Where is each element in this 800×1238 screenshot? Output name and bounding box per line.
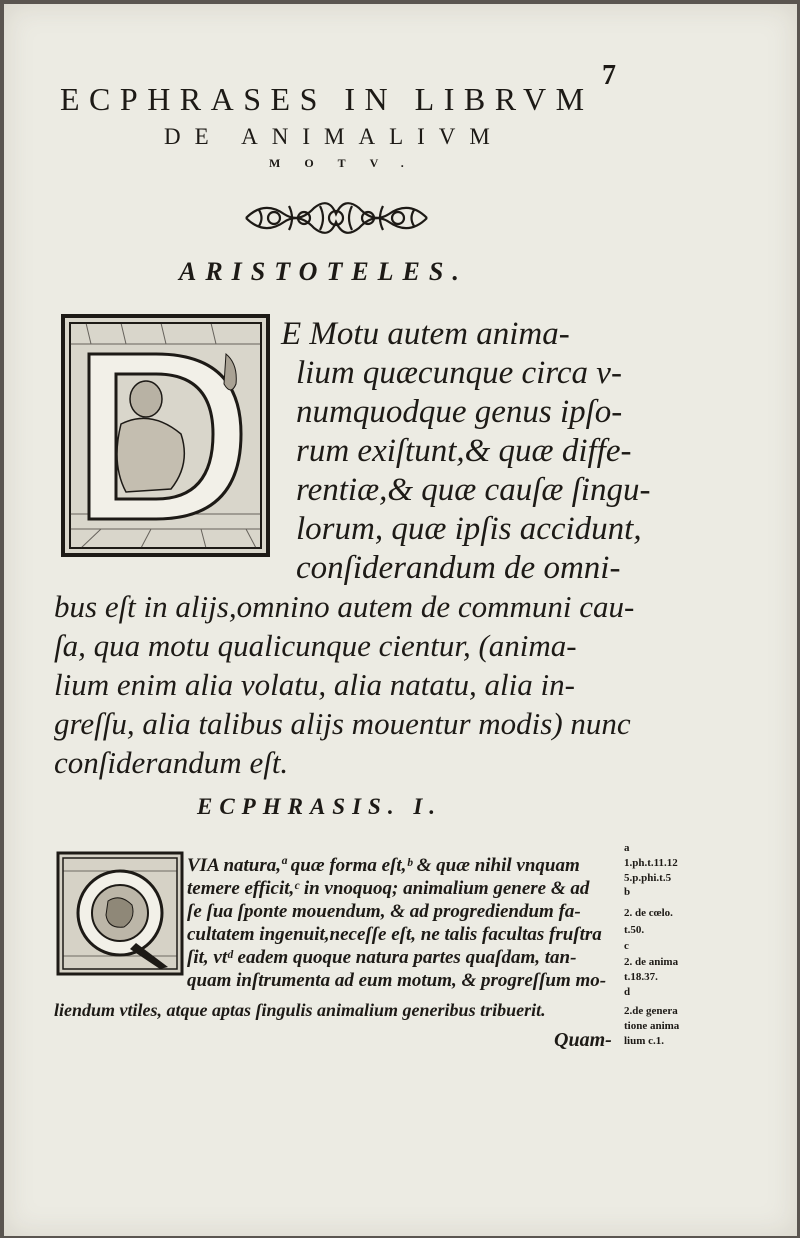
text-line: E Motu autem anima- xyxy=(281,316,570,352)
marginal-note: t.50. xyxy=(624,924,645,936)
text-line: lium quæcunque circa v- xyxy=(296,355,622,391)
text-line: ſe ſua ſponte mouendum, & ad progrediendum fa- xyxy=(187,901,581,922)
text-line: temere efficit,ᶜ in vnoquoq; animalium genere & ad xyxy=(187,878,590,899)
text-line: rentiæ,& quæ cauſæ ſingu- xyxy=(296,472,651,508)
marginal-note: a xyxy=(624,842,630,854)
text-line: rum exiſtunt,& quæ diffe- xyxy=(296,433,632,469)
marginal-note: 5.p.phi.t.5 xyxy=(624,872,672,884)
text-line: greſſu, alia talibus aliјs mouentur modis) nunc xyxy=(54,706,631,741)
text-line: VIA natura,ª quæ forma eſt,ᵇ & quæ nihil vnquam xyxy=(187,855,580,876)
catchword: Quam- xyxy=(554,1029,612,1051)
text-line: quam inſtrumenta ad eum motum, & progreſſum mo- xyxy=(187,970,607,991)
woodcut-initial-d xyxy=(61,314,270,557)
title-line-1: ECPHRASES IN LIBRVM xyxy=(60,81,594,117)
text-line: ſa, qua motu qualicunque cientur, (anima- xyxy=(54,628,577,663)
text-line: conſiderandum eſt. xyxy=(54,745,289,780)
text-line: ſit, vtᵈ eadem quoque natura partes quaſdam, tan- xyxy=(187,947,577,968)
text-line: bus eſt in aliјs,omnino autem de communi cau- xyxy=(54,589,635,624)
author-heading: ARISTOTELES. xyxy=(179,257,468,286)
marginal-note: 2.de genera xyxy=(624,1005,678,1017)
marginal-note: 2. de cœlo. xyxy=(624,907,673,919)
ecphrasis-heading: ECPHRASIS. I. xyxy=(197,794,443,819)
marginal-note: t.18.37. xyxy=(624,971,658,983)
marginal-note: c xyxy=(624,940,629,952)
title-line-2: DE ANIMALIVM xyxy=(164,124,504,149)
marginal-note: 1.ph.t.11.12 xyxy=(624,857,678,869)
marginal-note: lium c.1. xyxy=(624,1035,665,1047)
title-line-3: MOTV. xyxy=(269,156,428,170)
text-line: lorum, quæ ipſis accidunt, xyxy=(296,511,642,547)
woodcut-initial-q xyxy=(56,851,184,976)
book-page xyxy=(4,4,797,1236)
page-number: 7 xyxy=(602,60,616,91)
fleuron-ornament xyxy=(244,194,429,242)
text-line: cultatem ingenuit,neceſſe eſt, ne talis facultas fruſtra xyxy=(187,924,602,945)
marginal-note: tione anima xyxy=(624,1020,680,1032)
marginal-note: 2. de anima xyxy=(624,956,679,968)
marginal-note: d xyxy=(624,986,631,998)
text-line: lium enim alia volatu, alia natatu, alia in- xyxy=(54,667,575,702)
marginal-note: b xyxy=(624,886,631,898)
text-line: liendum vtiles, atque aptas ſingulis animalium generibus tribuerit. xyxy=(54,1000,546,1020)
text-line: numquodque genus ipſo- xyxy=(296,394,623,430)
text-line: conſiderandum de omni- xyxy=(296,550,621,586)
